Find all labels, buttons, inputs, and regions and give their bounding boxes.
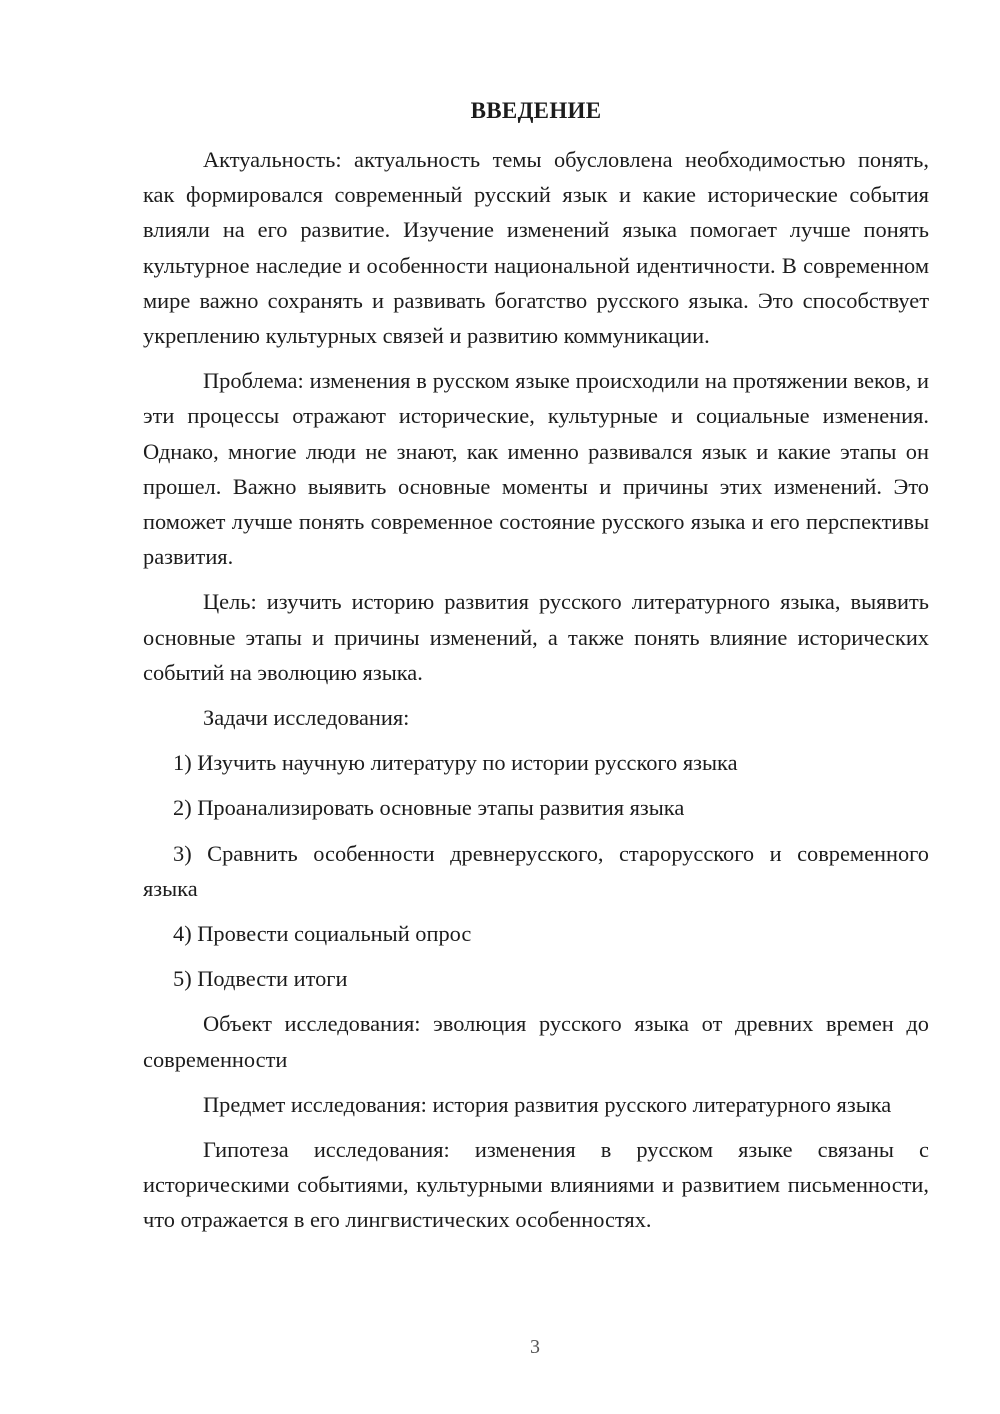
- list-item: 3) Сравнить особенности древнерусского, старорусского и современного языка: [143, 840, 929, 901]
- document-page: [143, 96, 929, 1248]
- object-paragraph: Объект исследования: эволюция русского языка от древних времен до современности: [143, 1011, 929, 1072]
- list-item: 1) Изучить научную литературу по истории русского языка: [173, 750, 738, 776]
- subject-paragraph: Предмет исследования: история развития русского литературного языка: [203, 1091, 892, 1117]
- goal-paragraph: Цель: изучить историю развития русского литературного языка, выявить основные этапы и причины изменений, а также понять влияние исторических событий на эволюцию языка.: [143, 589, 929, 685]
- list-item: 2) Проанализировать основные этапы развития языка: [173, 795, 685, 821]
- tasks-heading: Задачи исследования:: [203, 705, 410, 731]
- page-title: ВВЕДЕНИЕ: [470, 98, 602, 123]
- relevance-paragraph: Актуальность: актуальность темы обусловлена необходимостью понять, как формировался современный русский язык и какие исторические события влияли на его развитие. Изучение изменений языка помогает лучше понять культурное наследие и особенности национальной идентичности. В современном мире важно сохранять и развивать богатство русского языка. Это способствует укреплению культурных связей и развитию коммуникации.: [143, 147, 929, 349]
- list-item: 4) Провести социальный опрос: [173, 921, 472, 947]
- list-item: 5) Подвести итоги: [173, 966, 348, 992]
- hypothesis-paragraph: Гипотеза исследования: изменения в русском языке связаны с историческими событиями, культурными влияниями и развитием письменности, что отражается в его лингвистических особенностях.: [143, 1137, 929, 1233]
- tasks-list: [143, 745, 929, 996]
- problem-paragraph: Проблема: изменения в русском языке происходили на протяжении веков, и эти процессы отражают исторические, культурные и социальные изменения. Однако, многие люди не знают, как именно развивался язык и какие этапы он прошел. Важно выявить основные моменты и причины этих изменений. Это поможет лучше понять современное состояние русского языка и его перспективы развития.: [143, 368, 929, 570]
- page-number: 3: [530, 1336, 540, 1358]
